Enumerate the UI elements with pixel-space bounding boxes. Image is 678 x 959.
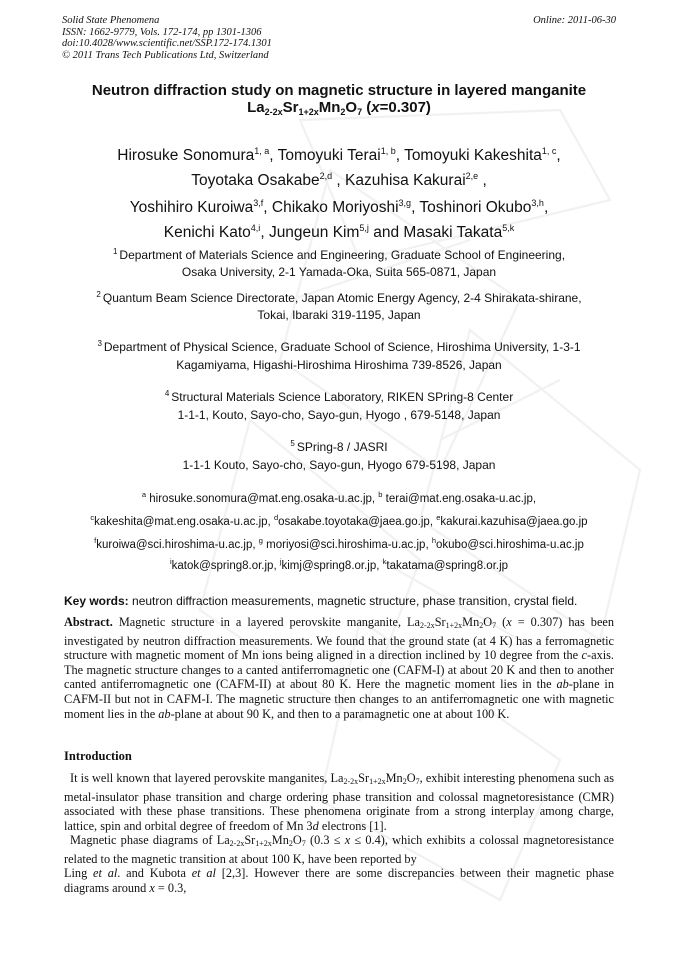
author-superscript: 3,g — [398, 198, 412, 208]
formula-subscript: 2 — [288, 839, 293, 848]
formula-subscript: 2 — [479, 621, 484, 630]
author-name: Toshinori Okubo — [419, 199, 532, 216]
formula-variable: x — [371, 99, 380, 116]
journal-header — [62, 15, 272, 61]
abstract — [64, 615, 614, 721]
formula-subscript: 7 — [301, 839, 306, 848]
email-key: k — [382, 557, 387, 566]
abstract-text: -plane at about 90 K, and then to a paramagnetic one at about 100 K. — [170, 706, 510, 721]
author-superscript: 1, c — [541, 146, 557, 156]
affiliation-number: 2 — [96, 290, 101, 299]
keywords — [64, 594, 577, 608]
italic-term: et al — [93, 866, 118, 881]
paragraph-text: Sr — [358, 771, 370, 785]
author-name: Tomoyuki Kakeshita — [404, 147, 542, 164]
author-name: Chikako Moriyoshi — [271, 199, 399, 216]
affiliation-5-line-1 — [30, 436, 648, 455]
formula-variable: x — [344, 833, 351, 847]
formula-part: Mn — [318, 99, 341, 116]
email-key: d — [273, 513, 279, 522]
formula-subscript: 2-2x — [264, 107, 283, 117]
author-line-3: Yoshihiro Kuroiwa$^{3,f}$, Chikako Moriyoshi$^{3,g}$, Toshinori Okubo$^{3,h}$, — [129, 198, 549, 216]
email-address: kimj@spring8.or.jp — [281, 560, 377, 572]
affiliation-number: 5 — [290, 439, 295, 448]
formula-subscript: 1+2x — [298, 107, 319, 117]
formula-subscript: 2-2x — [343, 777, 359, 786]
affiliation-number: 1 — [112, 247, 118, 256]
formula-part: La — [247, 99, 265, 116]
abstract-text: Sr — [434, 615, 446, 629]
author-name: Tomoyuki Terai — [277, 147, 381, 164]
email-key: g — [258, 536, 263, 545]
abstract-text: Magnetic structure in a layered perovskite manganite, La — [118, 615, 421, 629]
email-address: terai@mat.eng.osaka-u.ac.jp — [385, 493, 533, 505]
author-superscript: 5,k — [502, 223, 515, 233]
author-line-4: Kenichi Kato$^{4,i}$, Jungeun Kim$^{5,j}$ and Masaki Takata$^{5,k}$ — [163, 223, 515, 241]
affiliation-4-line-1 — [30, 386, 648, 405]
email-line-4: $^i$katok@spring8.or.jp, $^j$kimj@spring8.or.jp, $^k$takatama@spring8.or.jp — [169, 557, 509, 572]
author-superscript: 3,h — [531, 198, 544, 208]
abstract-text: -plane in CAFM-II but not in CAFM-I. The magnetic structure then changes to an antiferromagnetic one with magnetic moment lies in the — [64, 677, 614, 721]
affiliation-4-line-2: 1-1-1, Kouto, Sayo-cho, Sayo-gun, Hyogo , 679-5148, Japan — [177, 408, 501, 422]
introduction-paragraph-2 — [64, 833, 614, 895]
email-address: osakabe.toyotaka@jaea.go.jp — [278, 516, 430, 528]
email-address: okubo@sci.hiroshima-u.ac.jp — [436, 539, 584, 551]
paragraph-text: It is well known that layered perovskite manganites, La — [70, 771, 344, 785]
paragraph-text: Ling — [64, 866, 94, 881]
paragraph-text: Mn — [271, 833, 289, 847]
affiliation-3-line-2: Kagamiyama, Higashi-Hiroshima Hiroshima 739-8526, Japan — [176, 358, 502, 372]
author-superscript: 4,i — [250, 223, 261, 233]
author-name: Jungeun Kim — [268, 224, 360, 241]
paragraph-text: Sr — [244, 833, 256, 847]
formula-part: ( — [362, 99, 372, 116]
abstract-text: O — [483, 615, 493, 629]
affiliation-number: 3 — [97, 339, 102, 348]
keywords-label: Key words: — [64, 594, 129, 608]
affiliation-text: Department of Materials Science and Engineering, Graduate School of Engineering, — [119, 248, 566, 262]
email-key: j — [279, 557, 282, 566]
abstract-text: ( — [496, 615, 507, 629]
author-name: Hirosuke Sonomura — [117, 147, 255, 164]
affiliation-2-line-1 — [30, 287, 648, 306]
formula-part: O — [345, 99, 358, 116]
abstract-label: Abstract. — [64, 615, 113, 629]
email-address: katok@spring8.or.jp — [171, 560, 274, 572]
italic-term: ab — [556, 677, 569, 692]
author-superscript: 1, b — [380, 146, 396, 156]
author-superscript: 2,e — [465, 171, 479, 181]
italic-term: c — [581, 648, 588, 663]
italic-term: et al — [191, 866, 216, 881]
doi-line: doi:10.4028/www.scientific.net/SSP.172-174.1301 — [62, 38, 272, 50]
paragraph-text: [2,3]. However there are some discrepancies between their magnetic phase diagrams around — [64, 866, 615, 895]
abstract-text: -axis. The magnetic structure changes to a canted antiferromagnetic one (CAFM-I) at about 20 K and then to another canted antiferromagnetic one (CAFM-II) at about 80 K. Here the magnetic moment lies in the — [64, 648, 614, 692]
author-name: Kazuhisa Kakurai — [345, 172, 466, 189]
email-key: b — [378, 490, 383, 499]
keywords-text: neutron diffraction measurements, magnetic structure, phase transition, crystal field. — [132, 594, 578, 608]
author-superscript: 1, a — [254, 146, 270, 156]
author-name: Yoshihiro Kuroiwa — [129, 199, 254, 216]
paragraph-text: (0.3 ≤ — [305, 833, 345, 847]
paragraph-text: , exhibit interesting phenomena such as metal-insulator phase transition and charge ordering phase transition and colossal magnetoresistance (CMR) associated with these phase transitions. These phenomena originate from a strong interplay among charge, lattice, spin and orbital degree of freedom of Mn 3 — [64, 771, 614, 833]
introduction-paragraph-1 — [64, 771, 614, 833]
formula-subscript: 2 — [402, 777, 407, 786]
introduction-heading: Introduction — [64, 749, 132, 763]
email-address: kakeshita@mat.eng.osaka-u.ac.jp — [94, 516, 268, 528]
formula-variable: x — [149, 880, 155, 895]
paragraph-text: Mn — [385, 771, 403, 785]
author-line-2: Toyotaka Osakabe$^{2,d}$ , Kazuhisa Kakurai$^{2,e}$ , — [191, 171, 487, 189]
author-superscript: 5,j — [359, 223, 369, 233]
paragraph-text: electrons [1]. — [318, 818, 387, 833]
affiliation-text: Structural Materials Science Laboratory, RIKEN SPring-8 Center — [171, 390, 514, 404]
formula-subscript: 1+2x — [369, 777, 386, 786]
email-address: kuroiwa@sci.hiroshima-u.ac.jp — [96, 539, 253, 551]
email-key: i — [169, 557, 172, 566]
paragraph-text: . and Kubota — [117, 866, 192, 881]
formula-subscript: 2-2x — [229, 839, 245, 848]
paper-title-formula — [40, 99, 638, 121]
issn-line: ISSN: 1662-9779, Vols. 172-174, pp 1301-1306 — [62, 26, 262, 38]
paper-title-line-1: Neutron diffraction study on magnetic structure in layered manganite — [91, 82, 587, 99]
email-address: moriyosi@sci.hiroshima-u.ac.jp — [266, 539, 426, 551]
formula-variable: x — [506, 615, 512, 629]
paragraph-text: Magnetic phase diagrams of La — [70, 833, 230, 847]
affiliation-1-line-1 — [30, 244, 648, 263]
formula-part: =0.307) — [379, 99, 431, 116]
email-key: a — [141, 490, 147, 499]
formula-subscript: 2 — [340, 107, 346, 117]
italic-term: d — [312, 818, 319, 833]
affiliation-1-line-2: Osaka University, 2-1 Yamada-Oka, Suita 565-0871, Japan — [181, 265, 497, 279]
author-superscript: 3,f — [253, 198, 264, 208]
affiliation-text: Quantum Beam Science Directorate, Japan Atomic Energy Agency, 2-4 Shirakata-shirane, — [102, 291, 582, 305]
copyright-line: © 2011 Trans Tech Publications Ltd, Switzerland — [62, 49, 269, 61]
online-date: Online: 2011-06-30 — [533, 15, 616, 26]
affiliation-2-line-2: Tokai, Ibaraki 319-1195, Japan — [257, 308, 421, 322]
paragraph-text: O — [406, 771, 416, 785]
italic-term: ab — [158, 706, 171, 721]
abstract-text: = 0.307) has been investigated by neutron diffraction measurements. We found that the ground state (at 4 K) has a ferromagnetic structure with magnetic moment of Mn ions being aligned in a direction inclined by 10 degree from the — [64, 615, 615, 663]
author-name: Kenichi Kato — [163, 224, 251, 241]
formula-subscript: 7 — [415, 777, 420, 786]
formula-subscript: 7 — [357, 107, 363, 117]
affiliation-3-line-1 — [30, 336, 648, 355]
email-key: f — [94, 536, 97, 545]
formula-subscript: 1+2x — [255, 839, 272, 848]
author-name: Toyotaka Osakabe — [191, 172, 320, 189]
affiliation-number: 4 — [164, 389, 170, 398]
email-key: h — [431, 536, 437, 545]
affiliation-text: Department of Physical Science, Graduate School of Science, Hiroshima University, 1-3-1 — [103, 340, 581, 354]
author-line-1: Hirosuke Sonomura$^{1, a}$, Tomoyuki Terai$^{1, b}$, Tomoyuki Kakeshita$^{1, c}$, — [117, 146, 561, 164]
affiliation-text: SPring-8 / JASRI — [296, 440, 388, 454]
abstract-text: Mn — [462, 615, 480, 629]
email-address: takatama@spring8.or.jp — [386, 560, 509, 572]
journal-name: Solid State Phenomena — [62, 15, 160, 26]
affiliation-5-line-2: 1-1-1 Kouto, Sayo-cho, Sayo-gun, Hyogo 679-5198, Japan — [182, 458, 496, 472]
email-line-3: $^f$kuroiwa@sci.hiroshima-u.ac.jp, $^g$ moriyosi@sci.hiroshima-u.ac.jp, $^h$okubo@sci.hiroshima-u.ac.jp — [94, 536, 584, 551]
email-line-2: $^c$kakeshita@mat.eng.osaka-u.ac.jp, $^d$osakabe.toyotaka@jaea.go.jp, $^e$kakurai.kazuhisa@jaea.go.jp — [90, 513, 588, 528]
paragraph-text: ≤ 0.4), which exhibits a colossal magnetoresistance related to the magnetic transition at about 100 K, have been reported by — [64, 833, 614, 866]
formula-subscript: 2-2x — [420, 621, 435, 630]
paragraph-text: = 0.3, — [154, 880, 187, 895]
email-address: kakurai.kazuhisa@jaea.go.jp — [440, 516, 588, 528]
formula-subscript: 7 — [492, 621, 497, 630]
email-address: hirosuke.sonomura@mat.eng.osaka-u.ac.jp — [149, 493, 372, 505]
paragraph-text: O — [292, 833, 302, 847]
formula-part: Sr — [282, 99, 299, 116]
formula-subscript: 1+2x — [445, 621, 463, 630]
author-name: Masaki Takata — [403, 224, 503, 241]
email-key: c — [90, 513, 95, 522]
email-key: e — [436, 513, 441, 522]
email-line-1: $^a$ hirosuke.sonomura@mat.eng.osaka-u.ac.jp, $^b$ terai@mat.eng.osaka-u.ac.jp, — [141, 490, 537, 505]
author-superscript: 2,d — [319, 171, 333, 181]
